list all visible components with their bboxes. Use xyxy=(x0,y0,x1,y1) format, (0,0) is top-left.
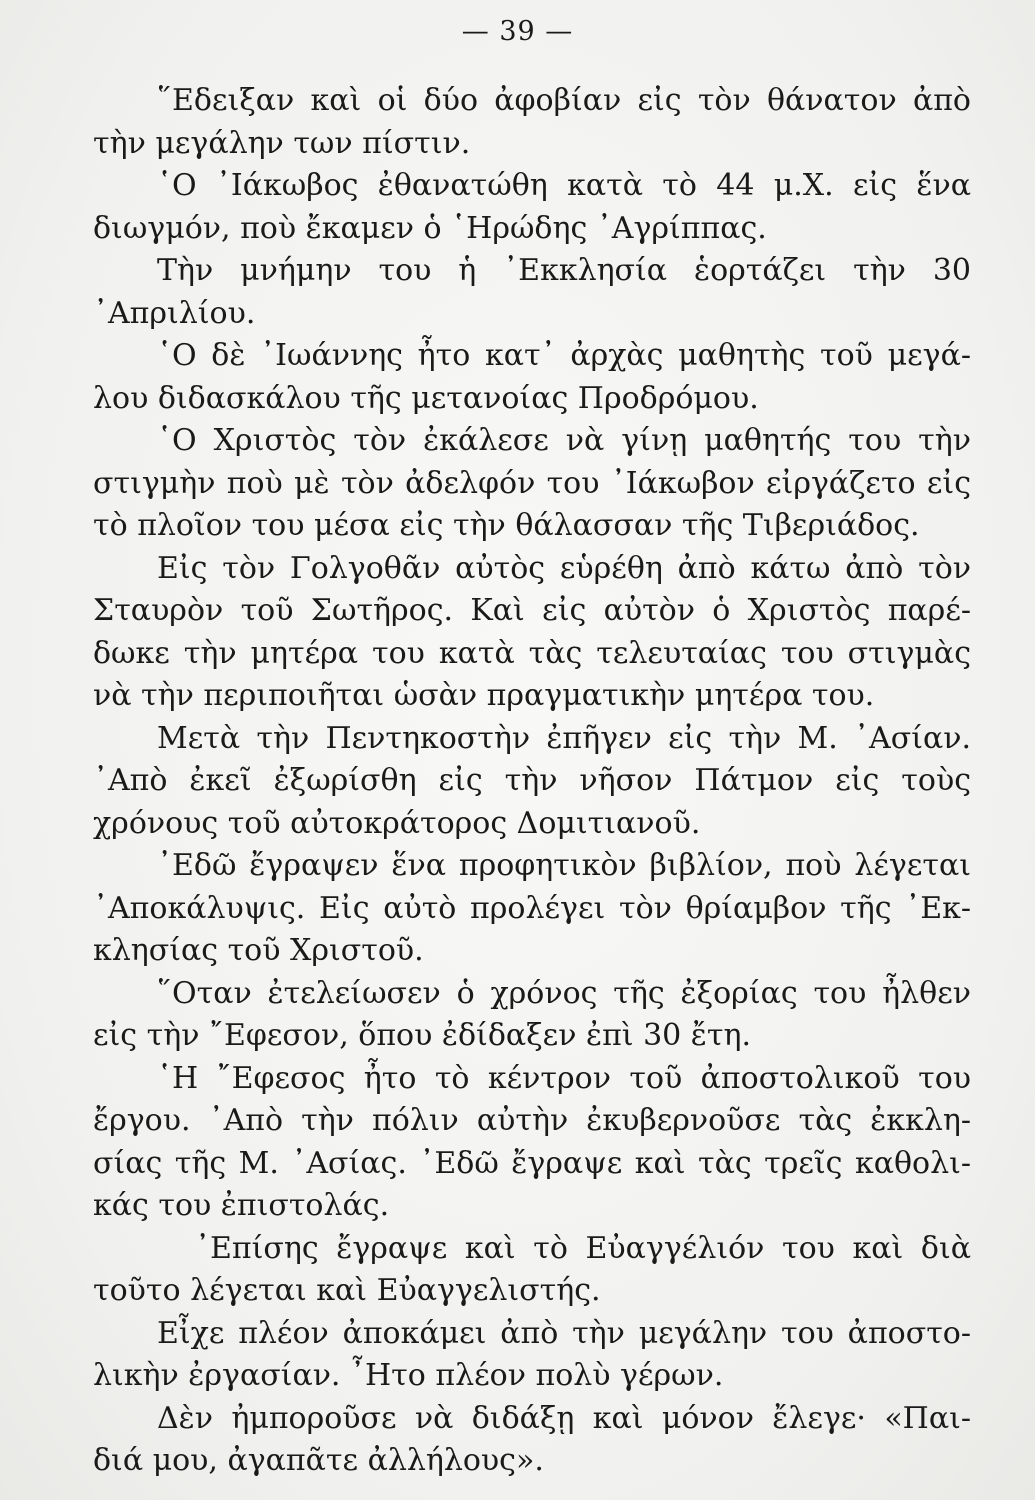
text-line: ῞Εδειξαν καὶ οἱ δύο ἀφοβίαν εἰς τὸν θάνατον ἀπὸ xyxy=(157,83,971,118)
text-line: εἰς τὴν ῎Εφεσον, ὅπου ἐδίδαξεν ἐπὶ 30 ἔτη. xyxy=(93,1018,752,1053)
text-line: ᾿Επίσης ἔγραψε καὶ τὸ Εὐαγγέλιόν του καὶ διὰ xyxy=(195,1230,971,1266)
text-line: ῾Ο Χριστὸς τὸν ἐκάλεσε νὰ γίνῃ μαθητής του τὴν xyxy=(157,423,971,458)
text-line: ᾿Εδῶ ἔγραψεν ἕνα προφητικὸν βιβλίον, ποὺ λέγεται xyxy=(157,848,971,883)
text-line: Εἰς τὸν Γολγοθᾶν αὐτὸς εὑρέθη ἀπὸ κάτω ἀπὸ τὸν xyxy=(157,550,971,586)
text-line: ῾Ο ᾿Ιάκωβος ἐθανατώθη κατὰ τὸ 44 μ.Χ. εἰς ἕνα xyxy=(157,168,971,203)
text-line: ἔργου. ᾿Απὸ τὴν πόλιν αὐτὴν ἐκυβερνοῦσε τὰς ἐκκλη- xyxy=(93,1103,971,1138)
text-line: λικὴν ἐργασίαν. ῏Ητο πλέον πολὺ γέρων. xyxy=(93,1358,724,1393)
text-line: ῾Ο δὲ ᾿Ιωάννης ἦτο κατ᾿ ἀρχὰς μαθητὴς τοῦ μεγά- xyxy=(157,338,971,373)
text-line: Δὲν ἠμποροῦσε νὰ διδάξῃ καὶ μόνον ἔλεγε· «Παι- xyxy=(157,1400,971,1436)
text-line: Τὴν μνήμην του ἡ ᾿Εκκλησία ἑορτάζει τὴν 30 xyxy=(157,253,971,288)
text-line: διωγμόν, ποὺ ἔκαμεν ὁ ῾Ηρώδης ᾿Αγρίππας. xyxy=(93,210,767,246)
text-line: τοῦτο λέγεται καὶ Εὐαγγελιστής. xyxy=(93,1273,601,1308)
text-line: ῾Η ῎Εφεσος ἦτο τὸ κέντρον τοῦ ἀποστολικοῦ του xyxy=(157,1060,971,1096)
text-line: διά μου, ἀγαπᾶτε ἀλλήλους». xyxy=(93,1443,544,1478)
text-line: κλησίας τοῦ Χριστοῦ. xyxy=(93,933,424,968)
text-line: τὴν μεγάλην των πίστιν. xyxy=(93,125,471,161)
text-line: Σταυρὸν τοῦ Σωτῆρος. Καὶ εἰς αὐτὸν ὁ Χριστὸς παρέ- xyxy=(93,593,971,628)
text-line: ᾿Απριλίου. xyxy=(93,295,256,331)
text-line: ῞Οταν ἐτελείωσεν ὁ χρόνος τῆς ἐξορίας του ἦλθεν xyxy=(157,975,971,1011)
text-line: ᾿Απὸ ἐκεῖ ἐξωρίσθη εἰς τὴν νῆσον Πάτμον εἰς τοὺς xyxy=(93,763,971,798)
text-line: Μετὰ τὴν Πεντηκοστὴν ἐπῆγεν εἰς τὴν Μ. ᾿Ασίαν. xyxy=(157,720,971,756)
text-line: ᾿Αποκάλυψις. Εἰς αὐτὸ προλέγει τὸν θρίαμβον τῆς ᾿Εκ- xyxy=(93,890,971,926)
text-line: Εἶχε πλέον ἀποκάμει ἀπὸ τὴν μεγάλην του ἀποστο- xyxy=(157,1315,971,1351)
text-line: στιγμὴν ποὺ μὲ τὸν ἀδελφόν του ᾿Ιάκωβον εἰργάζετο εἰς xyxy=(93,465,971,501)
text-line: σίας τῆς Μ. ᾿Ασίας. ᾿Εδῶ ἔγραψε καὶ τὰς τρεῖς καθολι- xyxy=(93,1145,971,1181)
text-line: νὰ τὴν περιποιῆται ὡσὰν πραγματικὴν μητέρα του. xyxy=(93,678,875,713)
text-line: τὸ πλοῖον του μέσα εἰς τὴν θάλασσαν τῆς Τιβεριάδος. xyxy=(93,508,920,543)
text-line: δωκε τὴν μητέρα του κατὰ τὰς τελευταίας του στιγμὰς xyxy=(93,635,971,671)
body-text xyxy=(93,80,971,1483)
text-line: χρόνους τοῦ αὐτοκράτορος Δομιτιανοῦ. xyxy=(93,805,701,841)
text-line: λου διδασκάλου τῆς μετανοίας Προδρόμου. xyxy=(93,380,759,416)
text-line: κάς του ἐπιστολάς. xyxy=(93,1188,390,1223)
page-number: — 39 — xyxy=(461,16,574,47)
